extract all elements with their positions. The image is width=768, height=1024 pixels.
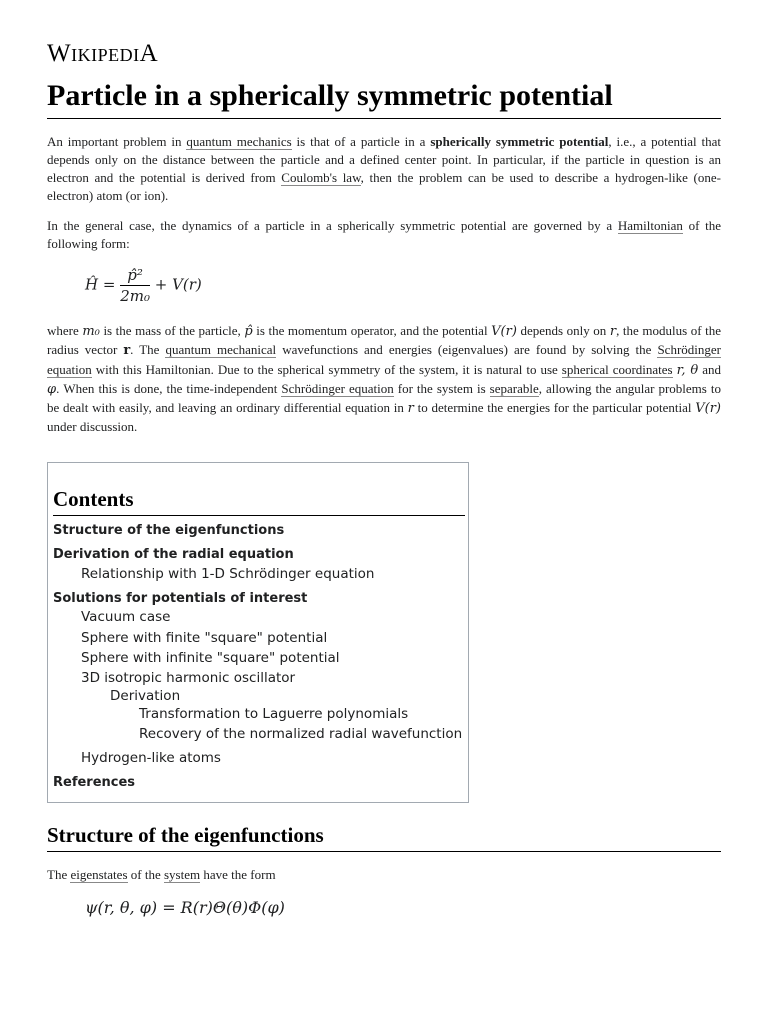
link-system[interactable]: system (163, 867, 201, 882)
equation-fraction: $\frac{\text{p̂²}}{\text{2m₀}}$ (120, 266, 150, 305)
link-eigenstates[interactable]: eigenstates (70, 867, 128, 882)
link-quantum-mechanical[interactable]: quantum mechanical (165, 342, 277, 358)
toc-item[interactable]: 3D isotropic harmonic oscillator (81, 670, 296, 686)
table-of-contents (47, 462, 469, 803)
link-separable[interactable]: separable (489, 380, 539, 396)
link-hamiltonian[interactable]: Hamiltonian (617, 218, 683, 233)
eigenstates-paragraph: The eigenstates of the system have the form (47, 867, 276, 882)
toc-item[interactable]: Sphere with finite "square" potential (81, 630, 328, 646)
link-schrodinger-equation[interactable]: Schrödinger equation (47, 342, 721, 377)
link-spherical-coordinates[interactable]: spherical coordinates (561, 361, 673, 377)
link-schrodinger-equation-2[interactable]: Schrödinger equation (281, 380, 394, 396)
toc-item[interactable]: Structure of the eigenfunctions (53, 523, 285, 538)
intro-paragraph: An important problem in quantum mechanics is that of a particle in a spherically symmetric potential, i.e., a potential that depends only on the distance between the particle and a defined center point. In particular, if the particle in question is an electron and the potential is derived from Coulomb's law, then the problem can be used to describe a hydrogen-like (one-electron) atom (or ion). (47, 134, 722, 203)
toc-item[interactable]: Hydrogen-like atoms (81, 750, 221, 766)
wikipedia-wordmark[interactable] (47, 40, 158, 68)
toc-item[interactable]: Recovery of the normalized radial wavefunction (139, 726, 463, 742)
toc-item[interactable]: Derivation of the radial equation (53, 547, 294, 562)
toc-item[interactable]: Derivation (110, 688, 181, 704)
toc-item[interactable]: Relationship with 1-D Schrödinger equation (81, 566, 375, 582)
wordmark-middle: IKIPEDI (71, 45, 140, 65)
toc-item[interactable]: Vacuum case (81, 609, 171, 625)
toc-item[interactable]: Solutions for potentials of interest (53, 591, 308, 606)
toc-item[interactable]: Sphere with infinite "square" potential (81, 650, 340, 666)
hamiltonian-paragraph: In the general case, the dynamics of a particle in a spherically symmetric potential are governed by a Hamiltonian of the following form: (47, 218, 721, 251)
bold-term: spherically symmetric potential (430, 134, 609, 149)
wordmark-final: A (139, 40, 159, 67)
page-title: Particle in a spherically symmetric potential (47, 78, 721, 119)
link-quantum-mechanics[interactable]: quantum mechanics (186, 134, 292, 149)
toc-item[interactable]: Transformation to Laguerre polynomials (139, 706, 409, 722)
eigenfunction-equation: ψ(r, θ, φ) = R(r)Θ(θ)Φ(φ) (85, 898, 285, 917)
section-heading: Structure of the eigenfunctions (47, 823, 721, 852)
wavefunction-paragraph: where m₀ is the mass of the particle, p̂ is the momentum operator, and the potential V(r) depends only on r, the modulus of the radius vector r. The quantum mechanical wavefunctions and energies (eigenvalues) are found by solving the Schrödinger equation with this Hamiltonian. Due to the spherical symmetry of the system, it is natural to use spherical coordinates r, θ and φ. When this is done, the time-independent Schrödinger equation for the system is separable, allowing the angular problems to be dealt with easily, and leaving an ordinary differential equation in r to determine the energies for the particular potential V(r) under discussion. (47, 323, 722, 435)
wordmark-initial: W (47, 40, 72, 67)
link-coulombs-law[interactable]: Coulomb's law (281, 170, 361, 185)
toc-title: Contents (53, 487, 465, 516)
toc-item[interactable]: References (53, 775, 136, 790)
hamiltonian-equation: Ĥ = $\frac{\text{p̂²}}{\text{2m₀}}$ + V(r) (85, 266, 202, 305)
